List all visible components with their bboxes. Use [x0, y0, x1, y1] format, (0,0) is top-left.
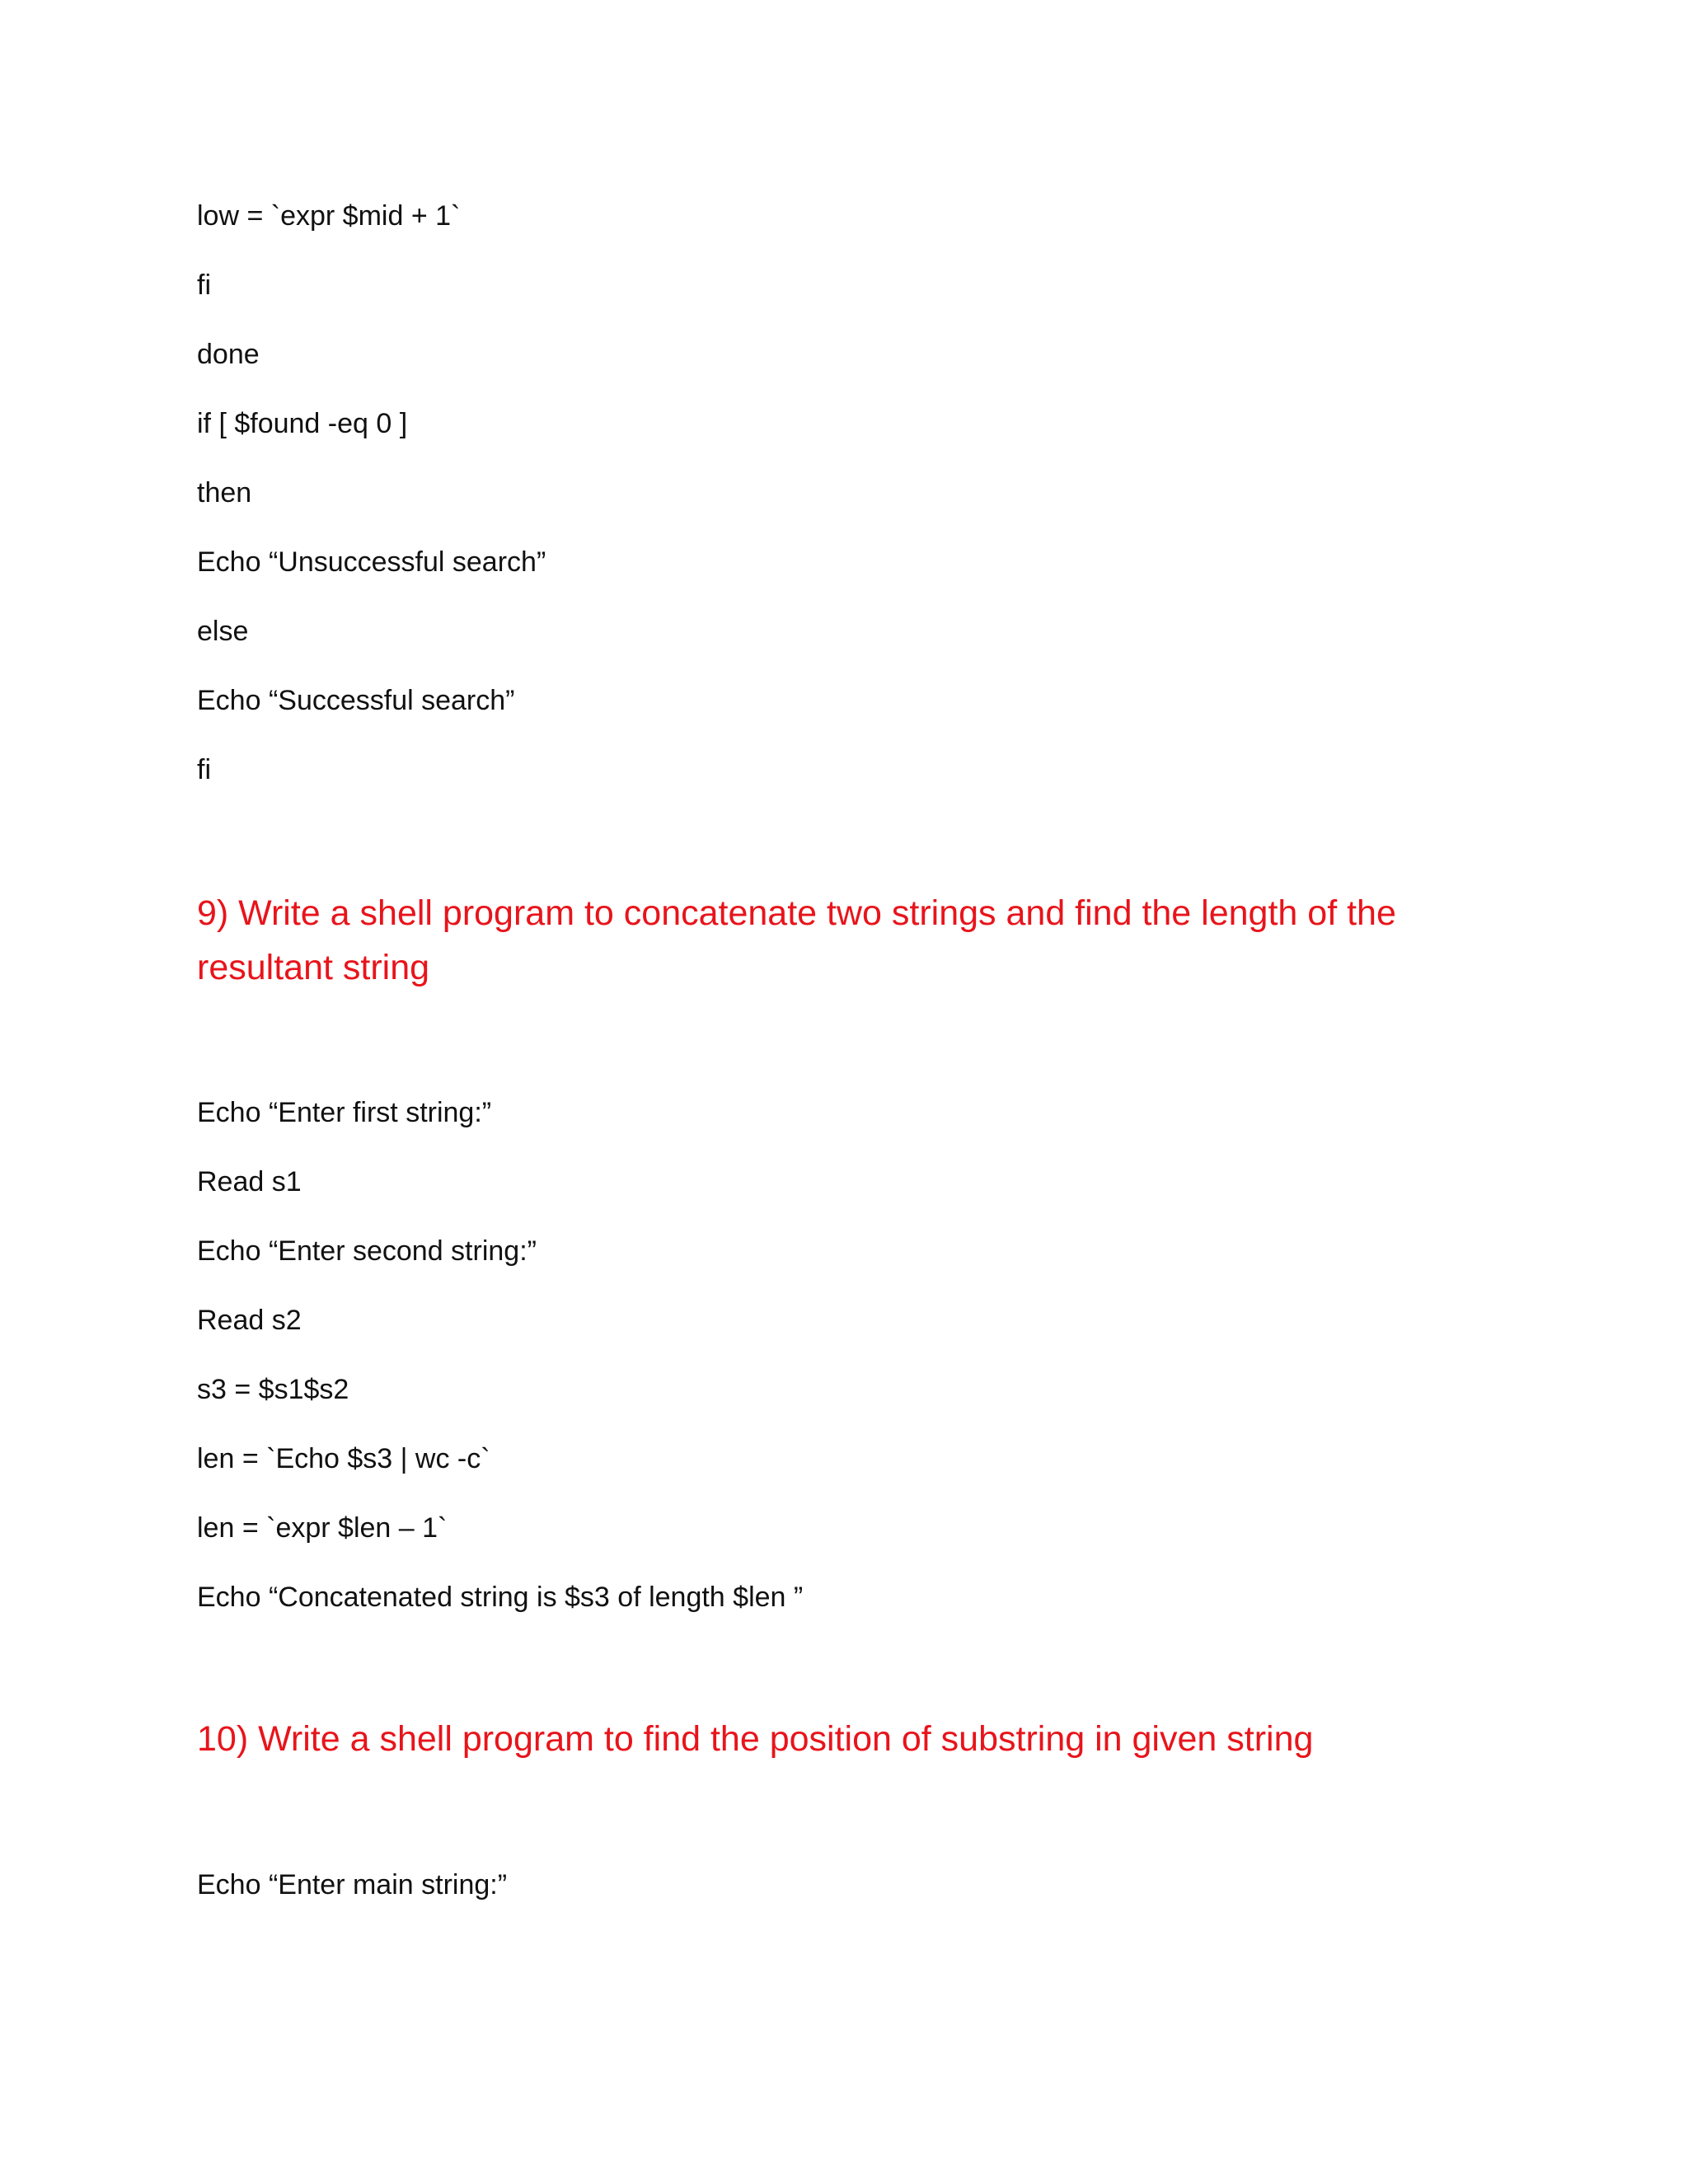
code-line: Echo “Concatenated string is $s3 of length $len ” [197, 1582, 804, 1613]
code-line: low = `expr $mid + 1` [197, 200, 461, 232]
code-line: Read s2 [197, 1305, 302, 1336]
code-line: fi [197, 269, 211, 301]
section-heading-9: 9) Write a shell program to concatenate two strings and find the length of the resultant string [197, 893, 1396, 987]
code-line: s3 = $s1$s2 [197, 1374, 349, 1405]
code-line: Echo “Enter second string:” [197, 1235, 537, 1267]
code-line: done [197, 339, 260, 370]
code-line: len = `Echo $s3 | wc -c` [197, 1443, 490, 1474]
code-line: Read s1 [197, 1166, 302, 1197]
code-line: len = `expr $len – 1` [197, 1512, 448, 1544]
code-line: if [ $found -eq 0 ] [197, 408, 408, 439]
code-line: fi [197, 754, 211, 785]
code-line: Echo “Successful search” [197, 685, 515, 716]
code-line: Echo “Unsuccessful search” [197, 546, 546, 578]
section-heading-10: 10) Write a shell program to find the position of substring in given string [197, 1719, 1314, 1759]
code-line: Echo “Enter main string:” [197, 1869, 508, 1900]
code-line: then [197, 477, 252, 509]
code-line: Echo “Enter first string:” [197, 1097, 492, 1128]
code-line: else [197, 616, 249, 647]
